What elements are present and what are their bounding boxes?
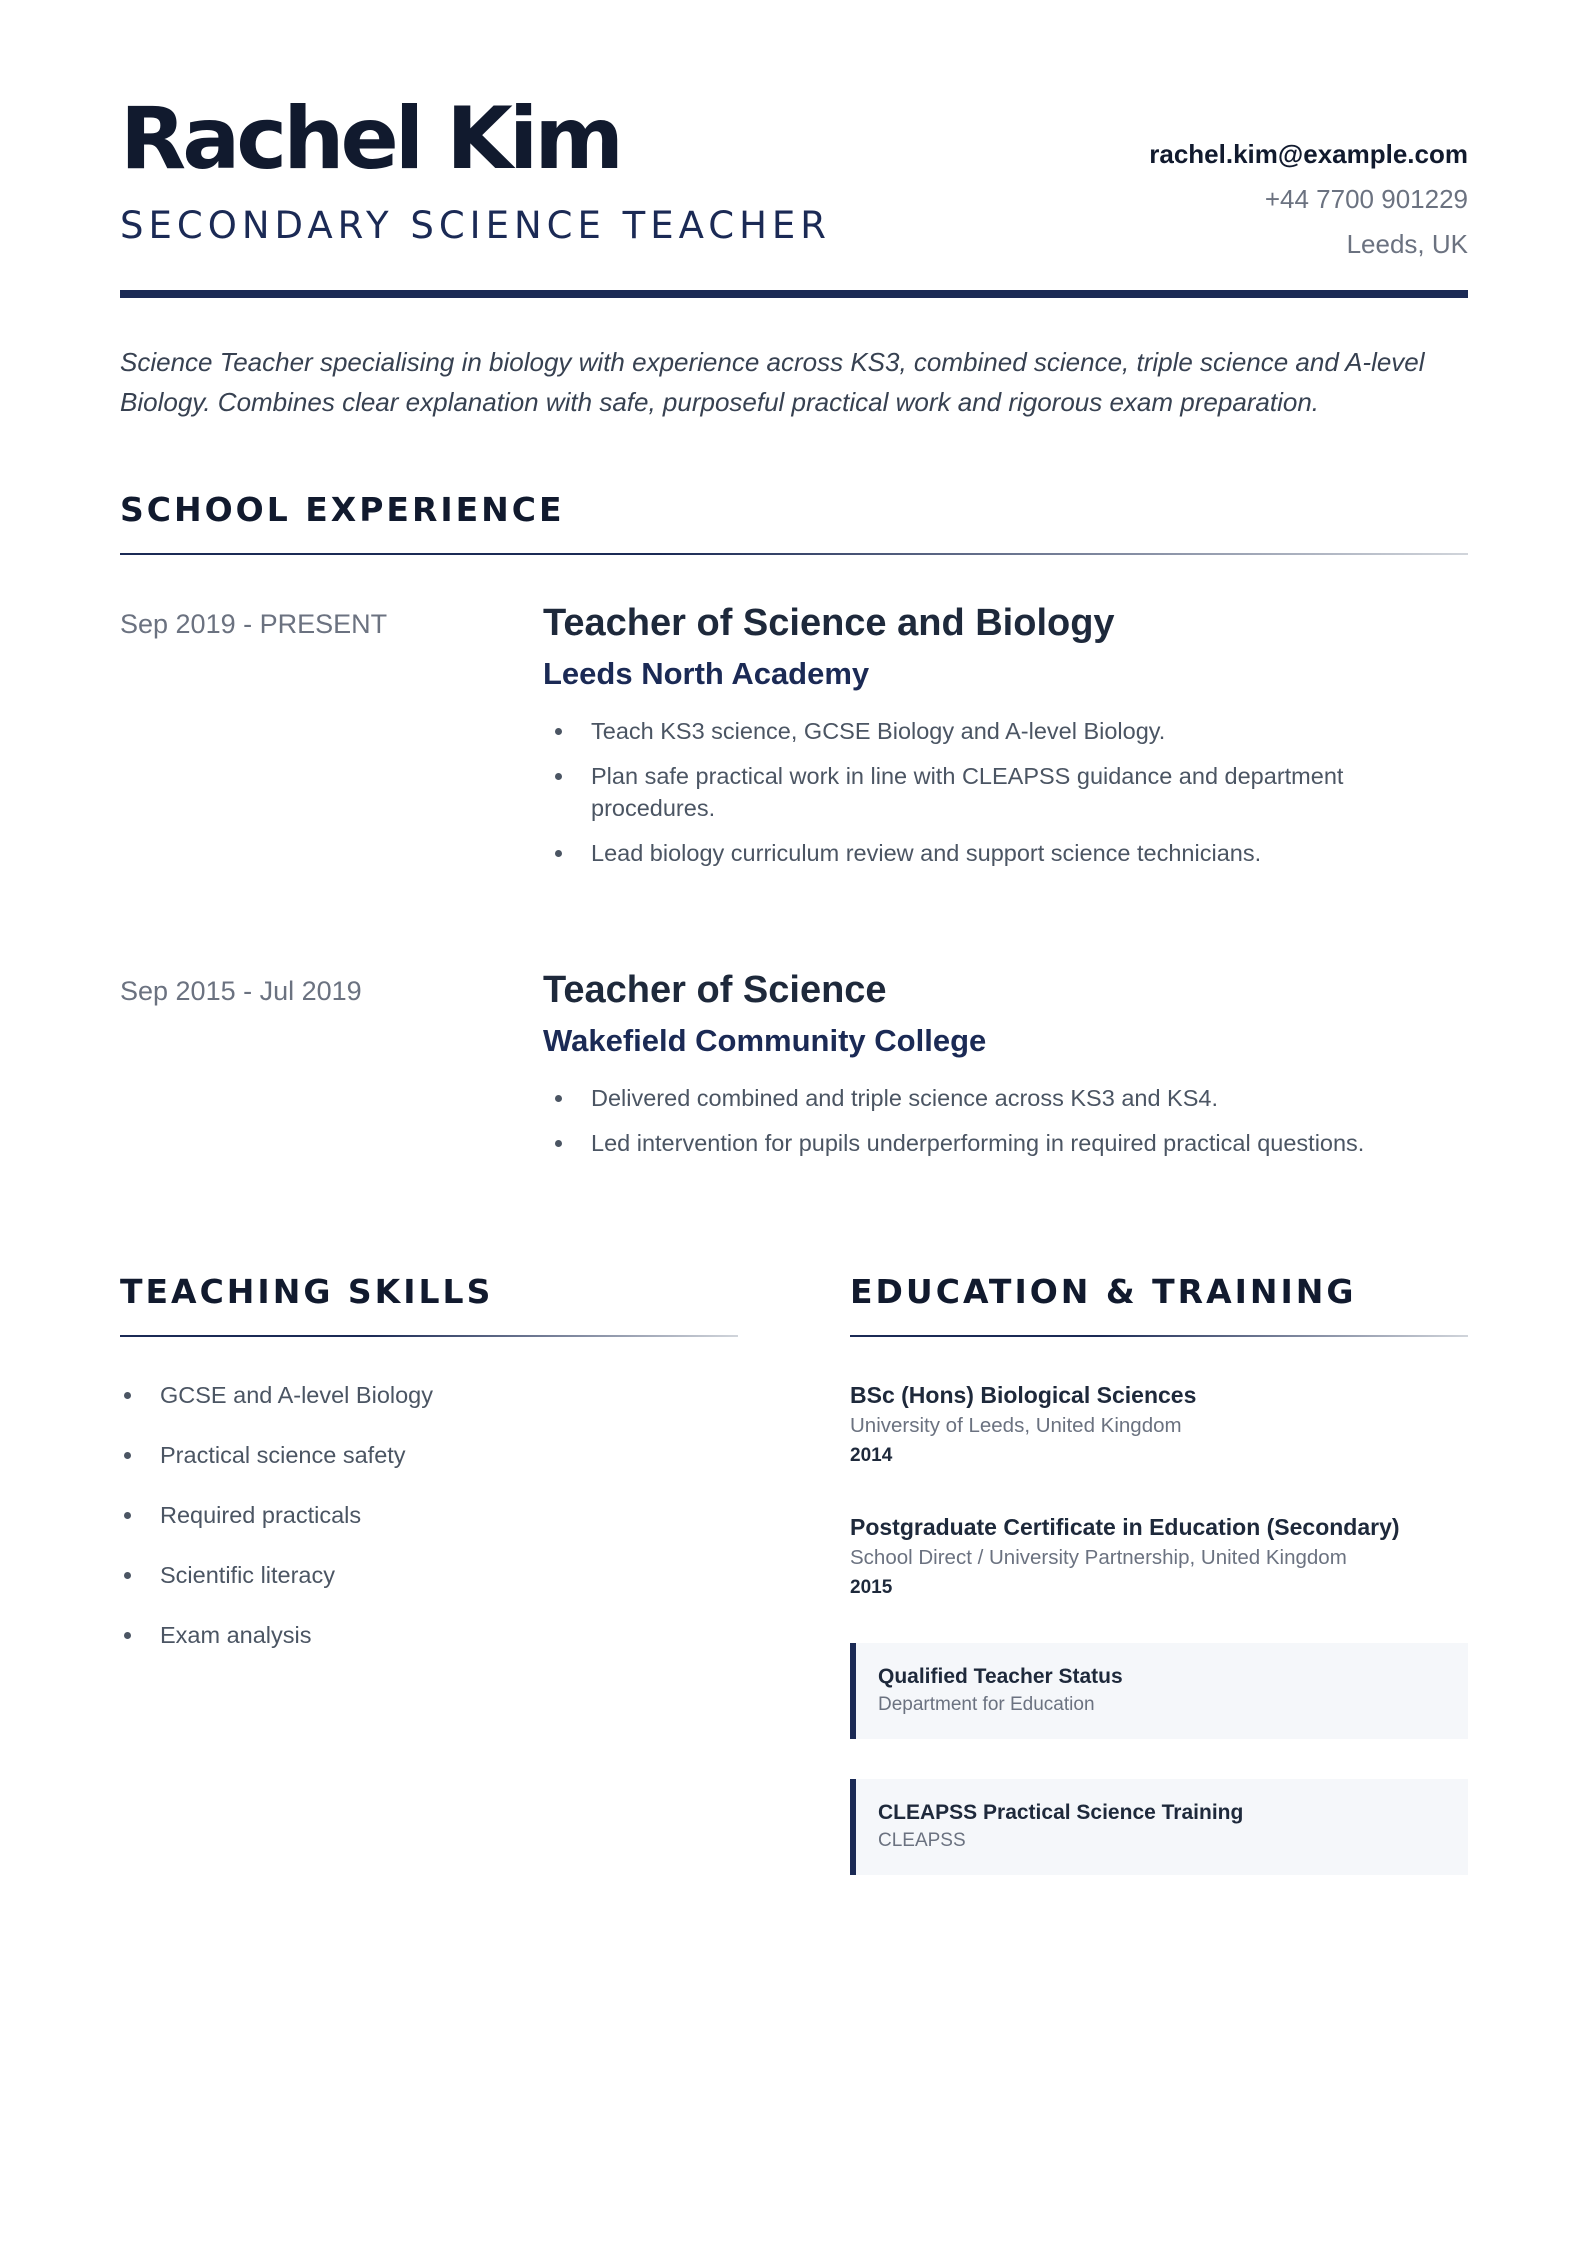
degree-institution: School Direct / University Partnership, United Kingdom xyxy=(850,1546,1347,1569)
skill-item: Practical science safety xyxy=(120,1439,738,1471)
section-divider xyxy=(120,553,1468,555)
skill-item: GCSE and A-level Biology xyxy=(120,1379,738,1411)
skills-section xyxy=(120,1272,738,1915)
education-entry xyxy=(850,1511,1468,1603)
education-entry xyxy=(850,1379,1468,1471)
experience-section xyxy=(120,490,1468,1172)
candidate-name: Rachel Kim xyxy=(120,89,620,189)
job-dates: Sep 2015 - Jul 2019 xyxy=(120,976,362,1006)
certification-issuer: Department for Education xyxy=(878,1694,1095,1715)
job-bullet: Delivered combined and triple science across KS3 and KS4. xyxy=(543,1082,1468,1114)
job-organization: Leeds North Academy xyxy=(543,656,870,691)
section-divider xyxy=(850,1335,1468,1337)
section-title-skills: TEACHING SKILLS xyxy=(120,1272,494,1311)
job-bullet: Lead biology curriculum review and support science technicians. xyxy=(543,837,1468,869)
section-title-education: EDUCATION & TRAINING xyxy=(850,1272,1357,1311)
skills-list xyxy=(120,1379,738,1651)
degree-name: BSc (Hons) Biological Sciences xyxy=(850,1382,1197,1408)
job-details xyxy=(543,968,1468,1172)
job-title: Teacher of Science xyxy=(543,969,887,1011)
skill-item: Required practicals xyxy=(120,1499,738,1531)
candidate-role: SECONDARY SCIENCE TEACHER xyxy=(120,204,832,247)
job-details xyxy=(543,601,1468,882)
job-bullets xyxy=(543,715,1468,869)
degree-name: Postgraduate Certificate in Education (Secondary) xyxy=(850,1514,1400,1540)
degree-year: 2015 xyxy=(850,1577,893,1598)
resume-header xyxy=(120,0,1468,290)
profile-summary: Science Teacher specialising in biology with experience across KS3, combined science, triple science and A-level Biology. Combines clear explanation with safe, purposeful practical work and rigorous exam preparation. xyxy=(120,347,1425,417)
header-divider xyxy=(120,290,1468,298)
degree-year: 2014 xyxy=(850,1445,893,1466)
contact-email[interactable]: rachel.kim@example.com xyxy=(1149,139,1468,169)
job-bullet: Led intervention for pupils underperforming in required practical questions. xyxy=(543,1127,1468,1159)
job-title: Teacher of Science and Biology xyxy=(543,602,1115,644)
skill-item: Exam analysis xyxy=(120,1619,738,1651)
skill-item: Scientific literacy xyxy=(120,1559,738,1591)
section-title-experience: SCHOOL EXPERIENCE xyxy=(120,490,565,529)
job-entry xyxy=(120,601,1468,882)
job-bullets xyxy=(543,1082,1468,1159)
certification-name: Qualified Teacher Status xyxy=(878,1665,1123,1688)
education-list xyxy=(850,1379,1468,1875)
job-entry xyxy=(120,968,1468,1172)
certification-card xyxy=(850,1643,1468,1739)
education-section xyxy=(850,1272,1468,1915)
contact-block xyxy=(1149,132,1468,267)
job-organization: Wakefield Community College xyxy=(543,1023,987,1058)
job-dates: Sep 2019 - PRESENT xyxy=(120,609,388,639)
certification-card xyxy=(850,1779,1468,1875)
section-divider xyxy=(120,1335,738,1337)
degree-institution: University of Leeds, United Kingdom xyxy=(850,1414,1182,1437)
contact-phone: +44 7700 901229 xyxy=(1264,184,1468,214)
lower-columns xyxy=(120,1272,1468,1915)
job-bullet: Plan safe practical work in line with CLEAPSS guidance and department procedures. xyxy=(543,760,1468,824)
certification-name: CLEAPSS Practical Science Training xyxy=(878,1801,1244,1824)
job-bullet: Teach KS3 science, GCSE Biology and A-level Biology. xyxy=(543,715,1468,747)
contact-location: Leeds, UK xyxy=(1346,229,1468,259)
certification-issuer: CLEAPSS xyxy=(878,1830,966,1851)
